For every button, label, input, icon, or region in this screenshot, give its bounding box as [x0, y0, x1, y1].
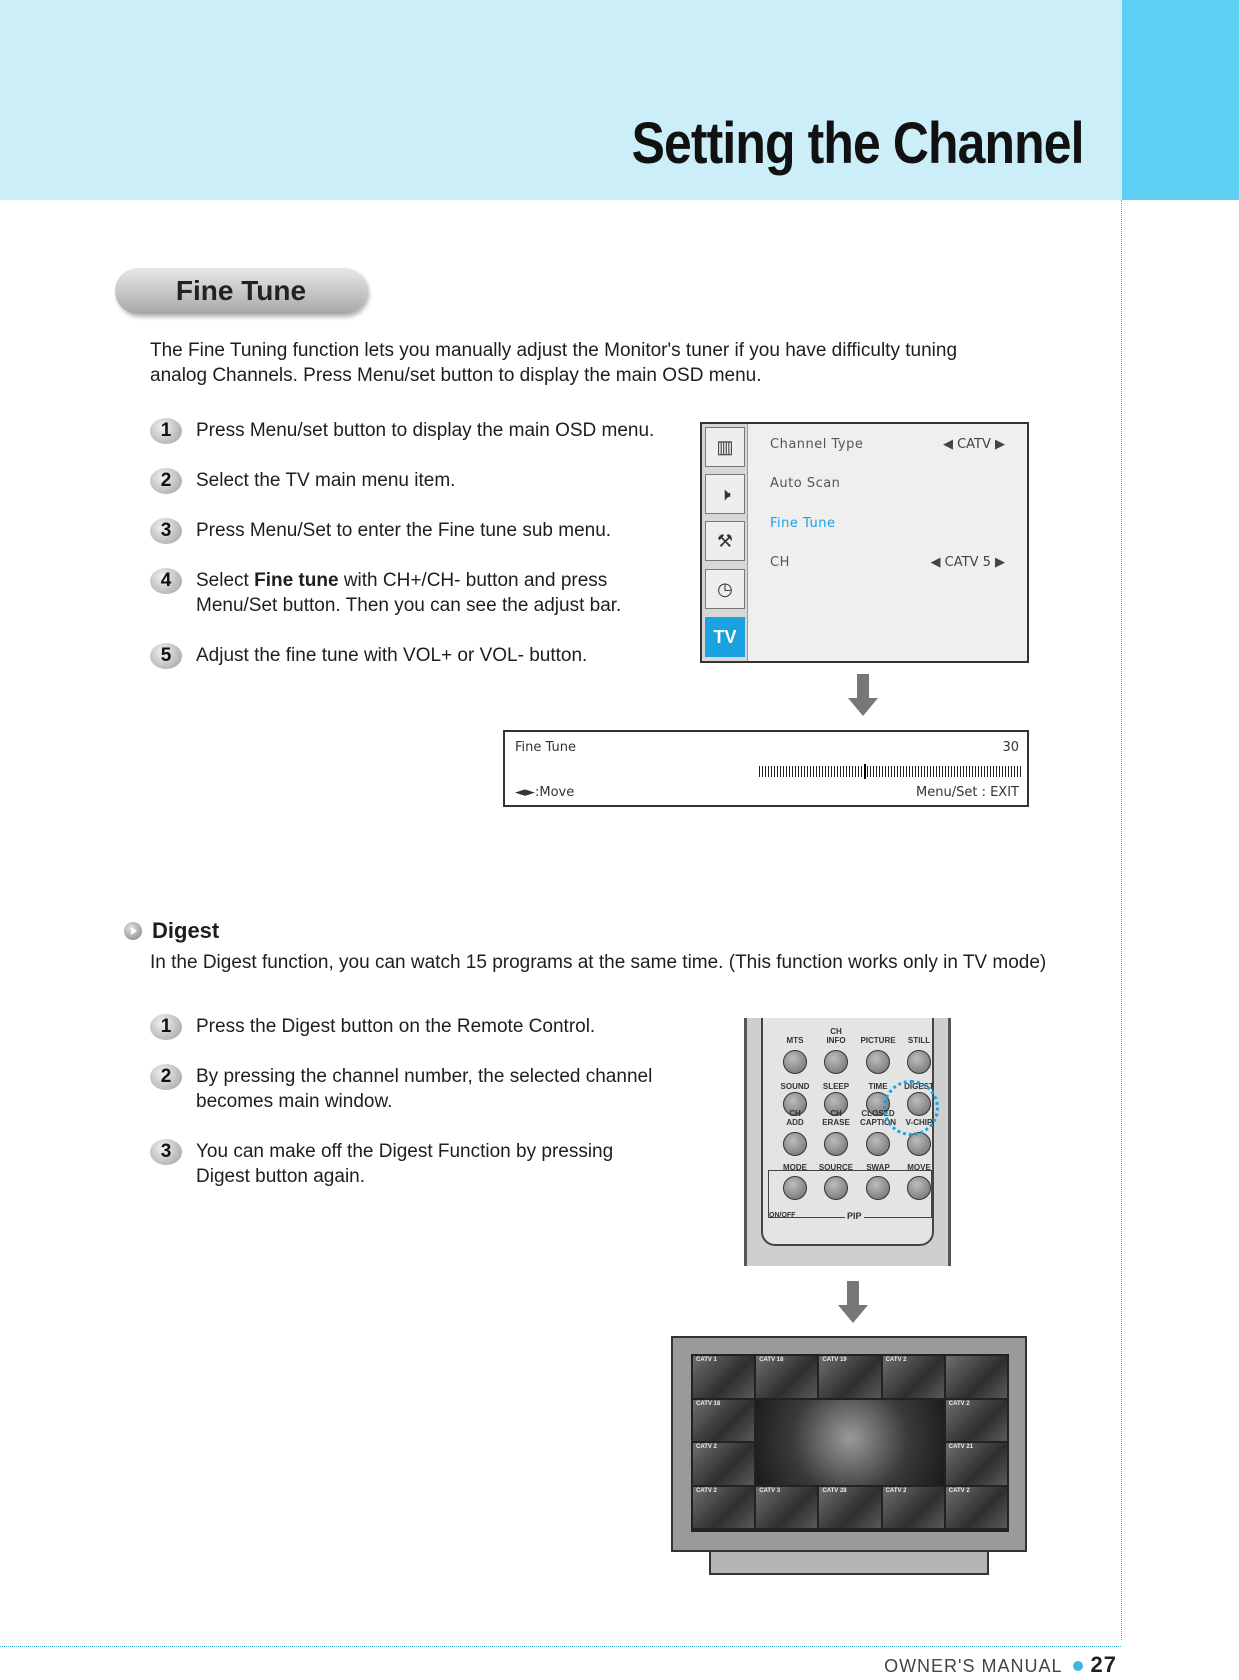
osd-row-value: ◀ CATV 5 ▶ — [930, 555, 1005, 570]
header-tab — [1122, 0, 1239, 200]
step-text — [196, 1064, 652, 1114]
remote-key-label: SOURCE — [818, 1163, 854, 1172]
footer-dot-icon — [1073, 1661, 1083, 1671]
tv-channel-label: CATV 2 — [948, 1400, 970, 1407]
tv-channel-label: CATV 1 — [696, 1357, 717, 1363]
osd-row-value: ◀ CATV ▶ — [942, 437, 1005, 452]
tv-channel-label: CATV 18 — [696, 1400, 721, 1407]
fine-tune-intro: The Fine Tuning function lets you manually adjust the Monitor's tuner if you have difficulty tuning analog Channels. Press Menu/set button to display the main OSD menu. — [150, 340, 958, 386]
step-text — [196, 568, 621, 618]
tv-channel-label: CATV 28 — [822, 1487, 847, 1494]
tv-channel-thumbnail — [819, 1487, 880, 1529]
remote-key-label: DIGEST — [904, 1082, 934, 1091]
remote-key-still[interactable] — [907, 1050, 931, 1074]
adjust-slider[interactable] — [759, 766, 1021, 777]
remote-key-label: SOUND — [780, 1082, 810, 1091]
tv-digest-screen — [671, 1336, 1027, 1552]
page-title: Setting the Channel — [632, 111, 1084, 176]
tv-channel-label: CATV 2 — [696, 1444, 717, 1450]
pip-on-off-label: ON/OFF — [769, 1212, 796, 1219]
step-text: Press Menu/Set to enter the Fine tune sub menu. — [196, 520, 612, 541]
step-text: Press the Digest button on the Remote Control. — [196, 1016, 596, 1037]
step-text-line2: Menu/Set button. Then you can see the adjust bar. — [196, 595, 622, 616]
footer-label: OWNER'S MANUAL — [884, 1656, 1063, 1676]
exit-hint: Menu/Set : EXIT — [916, 785, 1019, 800]
page-footer — [884, 1652, 1117, 1678]
osd-row-label: Auto Scan — [770, 476, 841, 491]
step-number: 3 — [150, 1139, 182, 1165]
bottom-margin-rule — [0, 1646, 1121, 1647]
tv-channel-thumbnail — [946, 1487, 1007, 1529]
tv-channel-thumbnail — [693, 1487, 754, 1529]
step-text: Adjust the fine tune with VOL+ or VOL- button. — [196, 645, 588, 666]
tv-icon: TV — [705, 617, 745, 657]
tv-screen-grid — [691, 1354, 1009, 1532]
remote-key-label: SWAP — [866, 1163, 890, 1172]
tv-channel-label: CATV 19 — [822, 1357, 847, 1363]
remote-key-label: STILL — [907, 1036, 931, 1045]
step-text-line1: By pressing the channel number, the selected channel — [196, 1066, 653, 1087]
remote-key-swap[interactable] — [866, 1176, 890, 1200]
step-number: 2 — [150, 1064, 182, 1090]
tv-channel-label: CATV 18 — [759, 1357, 784, 1363]
step-text: Press Menu/set button to display the main OSD menu. — [196, 420, 655, 441]
step-text-post: with CH+/CH- button and press — [338, 570, 608, 591]
remote-control — [744, 1018, 951, 1266]
tv-channel-thumbnail — [819, 1356, 880, 1398]
tv-channel-thumbnail — [883, 1356, 944, 1398]
step-text-pre: Select — [196, 570, 255, 591]
page-number: 27 — [1090, 1652, 1117, 1677]
remote-key-label: TIME — [868, 1082, 888, 1091]
sound-icon: 🕨 — [705, 474, 745, 514]
tv-channel-thumbnail — [693, 1443, 754, 1485]
fine-tune-section-label: Fine Tune — [115, 268, 367, 314]
digest-heading — [124, 918, 219, 944]
step-number: 5 — [150, 643, 182, 669]
setup-icon: ⚒ — [705, 521, 745, 561]
remote-key-label: V-CHIP — [905, 1118, 933, 1127]
digest-button-highlight — [883, 1080, 939, 1136]
tv-channel-thumbnail — [693, 1400, 754, 1442]
adjust-value: 30 — [1002, 740, 1019, 755]
osd-row-label: CH — [770, 555, 790, 570]
step-number: 3 — [150, 518, 182, 544]
remote-key-mts[interactable] — [783, 1050, 807, 1074]
down-arrow-icon — [838, 1281, 868, 1325]
tv-stand — [709, 1552, 989, 1575]
tv-channel-label: CATV 21 — [948, 1444, 974, 1450]
picture-icon: ▥ — [705, 427, 745, 467]
remote-key-label: CLOSED CAPTION — [860, 1109, 896, 1127]
tv-channel-label: CATV 2 — [885, 1487, 907, 1494]
step-number: 4 — [150, 568, 182, 594]
digest-title: Digest — [152, 918, 220, 943]
tv-channel-label: CATV 2 — [885, 1357, 907, 1363]
step-text-line2: becomes main window. — [196, 1091, 393, 1112]
tv-channel-thumbnail — [883, 1487, 944, 1529]
osd-row-label: Channel Type — [770, 437, 864, 452]
tv-channel-thumbnail — [693, 1356, 754, 1398]
pip-label: PIP — [847, 1211, 862, 1221]
remote-key-label: CH INFO — [826, 1027, 846, 1045]
tv-channel-thumbnail — [946, 1400, 1007, 1442]
step-number: 2 — [150, 468, 182, 494]
osd-row-label-selected: Fine Tune — [770, 516, 836, 531]
tv-channel-thumbnail — [946, 1356, 1007, 1398]
remote-key-picture[interactable] — [866, 1050, 890, 1074]
step-text — [196, 1139, 613, 1189]
remote-key-label: SLEEP — [822, 1082, 850, 1091]
remote-key-label: MODE — [783, 1163, 807, 1172]
tv-channel-thumbnail — [756, 1487, 817, 1529]
step-text-line2: Digest button again. — [196, 1166, 366, 1187]
digest-intro: In the Digest function, you can watch 15 programs at the same time. (This function works only in TV mode) — [150, 952, 1047, 973]
osd-menu — [700, 422, 1029, 663]
tv-channel-label: CATV 3 — [759, 1487, 781, 1494]
step-number: 1 — [150, 1014, 182, 1040]
remote-key-ch-erase[interactable] — [824, 1132, 848, 1156]
tv-channel-thumbnail — [756, 1356, 817, 1398]
remote-key-label: PICTURE — [860, 1036, 896, 1045]
remote-key-move[interactable] — [907, 1176, 931, 1200]
remote-key-source[interactable] — [824, 1176, 848, 1200]
step-number: 1 — [150, 418, 182, 444]
step-text-line1: You can make off the Digest Function by pressing — [196, 1141, 614, 1162]
remote-key-label: MTS — [786, 1036, 804, 1045]
adjust-slider-thumb[interactable] — [864, 764, 866, 779]
adjust-label: Fine Tune — [515, 740, 576, 755]
remote-key-ch-add[interactable] — [783, 1132, 807, 1156]
down-arrow-icon — [848, 674, 878, 718]
move-hint: ◄►:Move — [515, 785, 575, 800]
remote-key-label: CH ADD — [786, 1109, 804, 1127]
step-text: Select the TV main menu item. — [196, 470, 456, 491]
step-text-bold: Fine tune — [254, 570, 339, 591]
osd-icon-column — [702, 424, 748, 661]
right-margin-rule — [1121, 200, 1122, 1640]
remote-key-closed-caption[interactable] — [866, 1132, 890, 1156]
tv-channel-label: CATV 2 — [948, 1487, 970, 1494]
remote-key-label: MOVE — [907, 1163, 931, 1172]
tv-channel-thumbnail — [946, 1443, 1007, 1485]
tv-channel-label: CATV 2 — [696, 1487, 717, 1494]
play-bullet-icon — [124, 922, 142, 940]
remote-key-label: CH ERASE — [822, 1109, 850, 1127]
tv-main-window — [756, 1400, 944, 1485]
remote-key-mode[interactable] — [783, 1176, 807, 1200]
clock-icon: ◷ — [705, 569, 745, 609]
fine-tune-adjust-bar — [503, 730, 1029, 807]
remote-key-ch-info[interactable] — [824, 1050, 848, 1074]
